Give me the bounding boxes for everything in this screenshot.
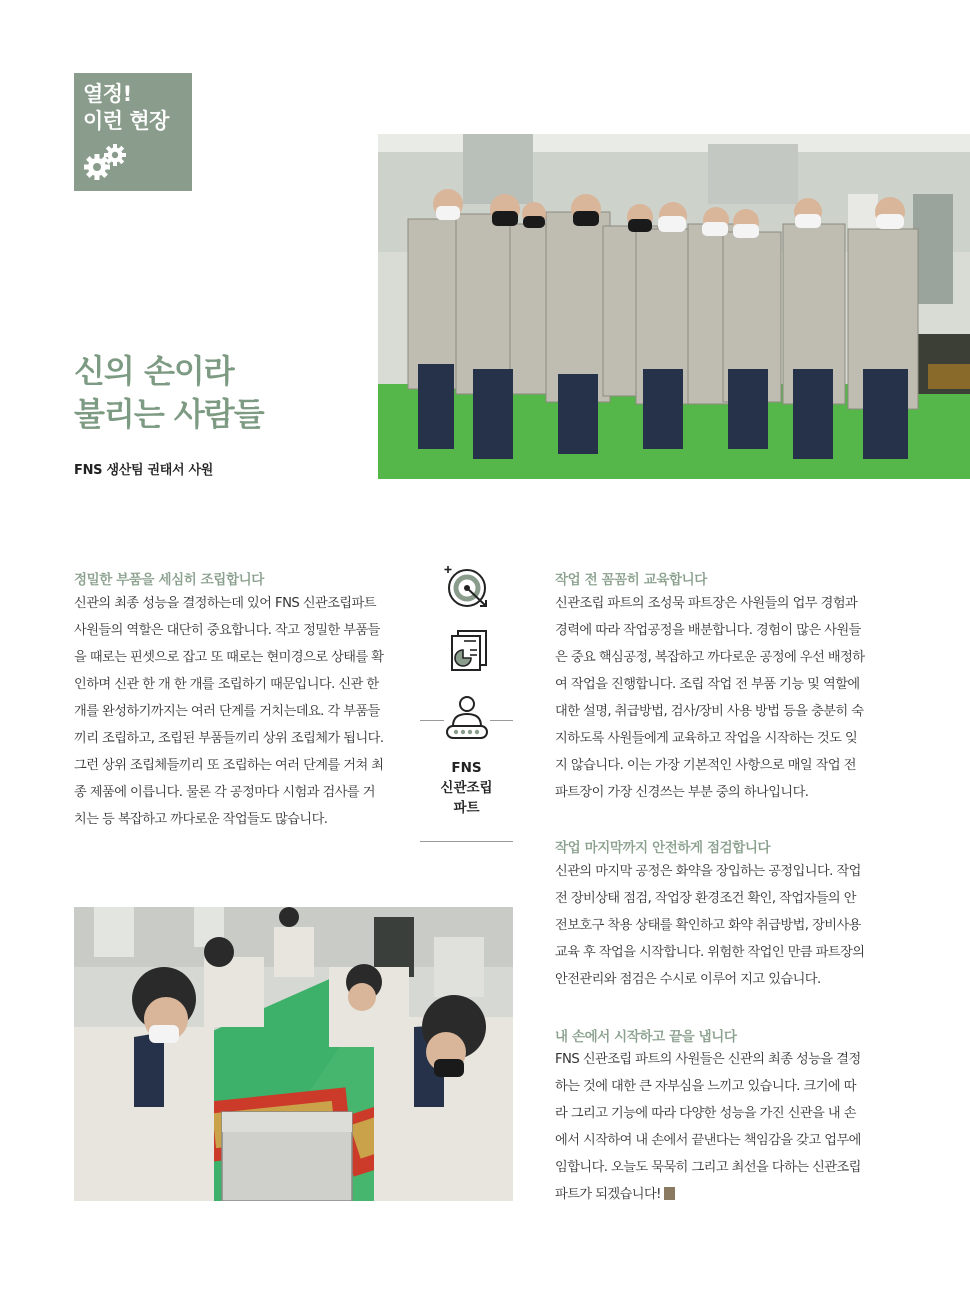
badge-line-2: 이런 현장 [83, 109, 169, 133]
right-1-line: 경력에 따라 작업공정을 배분합니다. 경험이 많은 사원들 [555, 623, 861, 638]
right-section-3-heading: 내 손에서 시작하고 끝을 냅니다 [555, 1029, 737, 1045]
title-line-2: 불리는 사람들 [74, 395, 264, 433]
right-section-2-body [555, 858, 865, 993]
left-body-line: 개를 완성하기까지는 여러 단계를 거치는데요. 각 부품들 [74, 704, 380, 719]
icon-caption-line-3: 파트 [453, 800, 480, 816]
icon-caption [420, 758, 513, 818]
left-body-line: 그런 상위 조립체들끼리 또 조립하는 여러 단계를 거쳐 최 [74, 758, 384, 773]
right-3-last-text: 파트가 되겠습니다! [555, 1187, 661, 1202]
left-body-line: 치는 등 복잡하고 까다로운 작업들도 많습니다. [74, 812, 328, 827]
right-1-line: 은 중요 핵심공정, 복잡하고 까다로운 공정에 우선 배정하 [555, 650, 865, 665]
badge-line-1: 열정! [83, 82, 132, 106]
right-3-line: FNS 신관조립 파트의 사원들은 신관의 최종 성능을 결정 [555, 1052, 861, 1067]
section-badge [74, 73, 192, 191]
right-1-line: 여 작업을 진행합니다. 조립 작업 전 부품 기능 및 역할에 [555, 677, 860, 692]
gears-icon [83, 141, 129, 183]
right-1-line: 신관조립 파트의 조성묵 파트장은 사원들의 업무 경험과 [555, 596, 858, 611]
right-2-line: 전 장비상태 점검, 작업장 환경조건 확인, 작업자들의 안 [555, 891, 856, 906]
right-section-1-heading: 작업 전 꼼꼼히 교육합니다 [555, 572, 707, 588]
right-3-line: 에서 시작하여 내 손에서 끝낸다는 책임감을 갖고 업무에 [555, 1133, 861, 1148]
left-body-line: 끼리 조립하고, 조립된 부품들끼리 상위 조립체가 됩니다. [74, 731, 384, 746]
left-body-line: 사원들의 역할은 대단히 중요합니다. 작고 정밀한 부품들 [74, 623, 380, 638]
icon-divider-bottom [420, 841, 513, 842]
right-section-2-heading: 작업 마지막까지 안전하게 점검합니다 [555, 840, 771, 856]
worker-badge-icon [444, 694, 490, 744]
target-icon [444, 564, 490, 610]
left-section-body [74, 590, 384, 833]
right-2-line: 신관의 마지막 공정은 화약을 장입하는 공정입니다. 작업 [555, 864, 861, 879]
icon-caption-line-1: FNS [451, 760, 482, 776]
right-3-line-last [555, 1181, 861, 1208]
team-photo [378, 134, 970, 479]
right-2-line: 교육 후 작업을 시작합니다. 위험한 작업인 만큼 파트장의 [555, 945, 865, 960]
documents-chart-icon [444, 628, 490, 674]
right-2-line: 전보호구 착용 상태를 확인하고 화약 취급방법, 장비사용 [555, 918, 861, 933]
left-body-line: 을 때로는 핀셋으로 잡고 또 때로는 현미경으로 상태를 확 [74, 650, 384, 665]
article-end-mark [664, 1187, 675, 1200]
byline: FNS 생산팀 권태서 사원 [74, 463, 213, 478]
right-section-3-body [555, 1046, 861, 1208]
right-2-line: 안전관리와 점검은 수시로 이루어 지고 있습니다. [555, 972, 821, 987]
right-3-line: 라 그리고 기능에 따라 다양한 성능을 가진 신관을 내 손 [555, 1106, 856, 1121]
article-title [74, 350, 364, 436]
right-1-line: 지하도록 사원들에게 교육하고 작업을 시작하는 것도 잊 [555, 731, 858, 746]
title-line-1: 신의 손이라 [74, 352, 234, 390]
right-1-line: 지 않습니다. 이는 가장 기본적인 사항으로 매일 작업 전 [555, 758, 856, 773]
right-1-line: 파트장이 가장 신경쓰는 부분 중의 하나입니다. [555, 785, 809, 800]
left-body-line: 신관의 최종 성능을 결정하는데 있어 FNS 신관조립파트 [74, 596, 376, 611]
left-body-line: 인하며 신관 한 개 한 개를 조립하기 때문입니다. 신관 한 [74, 677, 379, 692]
left-section-heading: 정밀한 부품을 세심히 조립합니다 [74, 572, 264, 588]
right-1-line: 대한 설명, 취급방법, 검사/장비 사용 방법 등을 충분히 숙 [555, 704, 864, 719]
right-section-1-body [555, 590, 865, 806]
left-body-line: 종 제품에 이릅니다. 물론 각 공정마다 시험과 검사를 거 [74, 785, 375, 800]
assembly-photo [74, 907, 513, 1201]
icon-caption-line-2: 신관조립 [440, 780, 493, 796]
right-3-line: 임합니다. 오늘도 묵묵히 그리고 최선을 다하는 신관조립 [555, 1160, 861, 1175]
icon-column [420, 560, 513, 845]
right-3-line: 하는 것에 대한 큰 자부심을 느끼고 있습니다. 크기에 따 [555, 1079, 856, 1094]
